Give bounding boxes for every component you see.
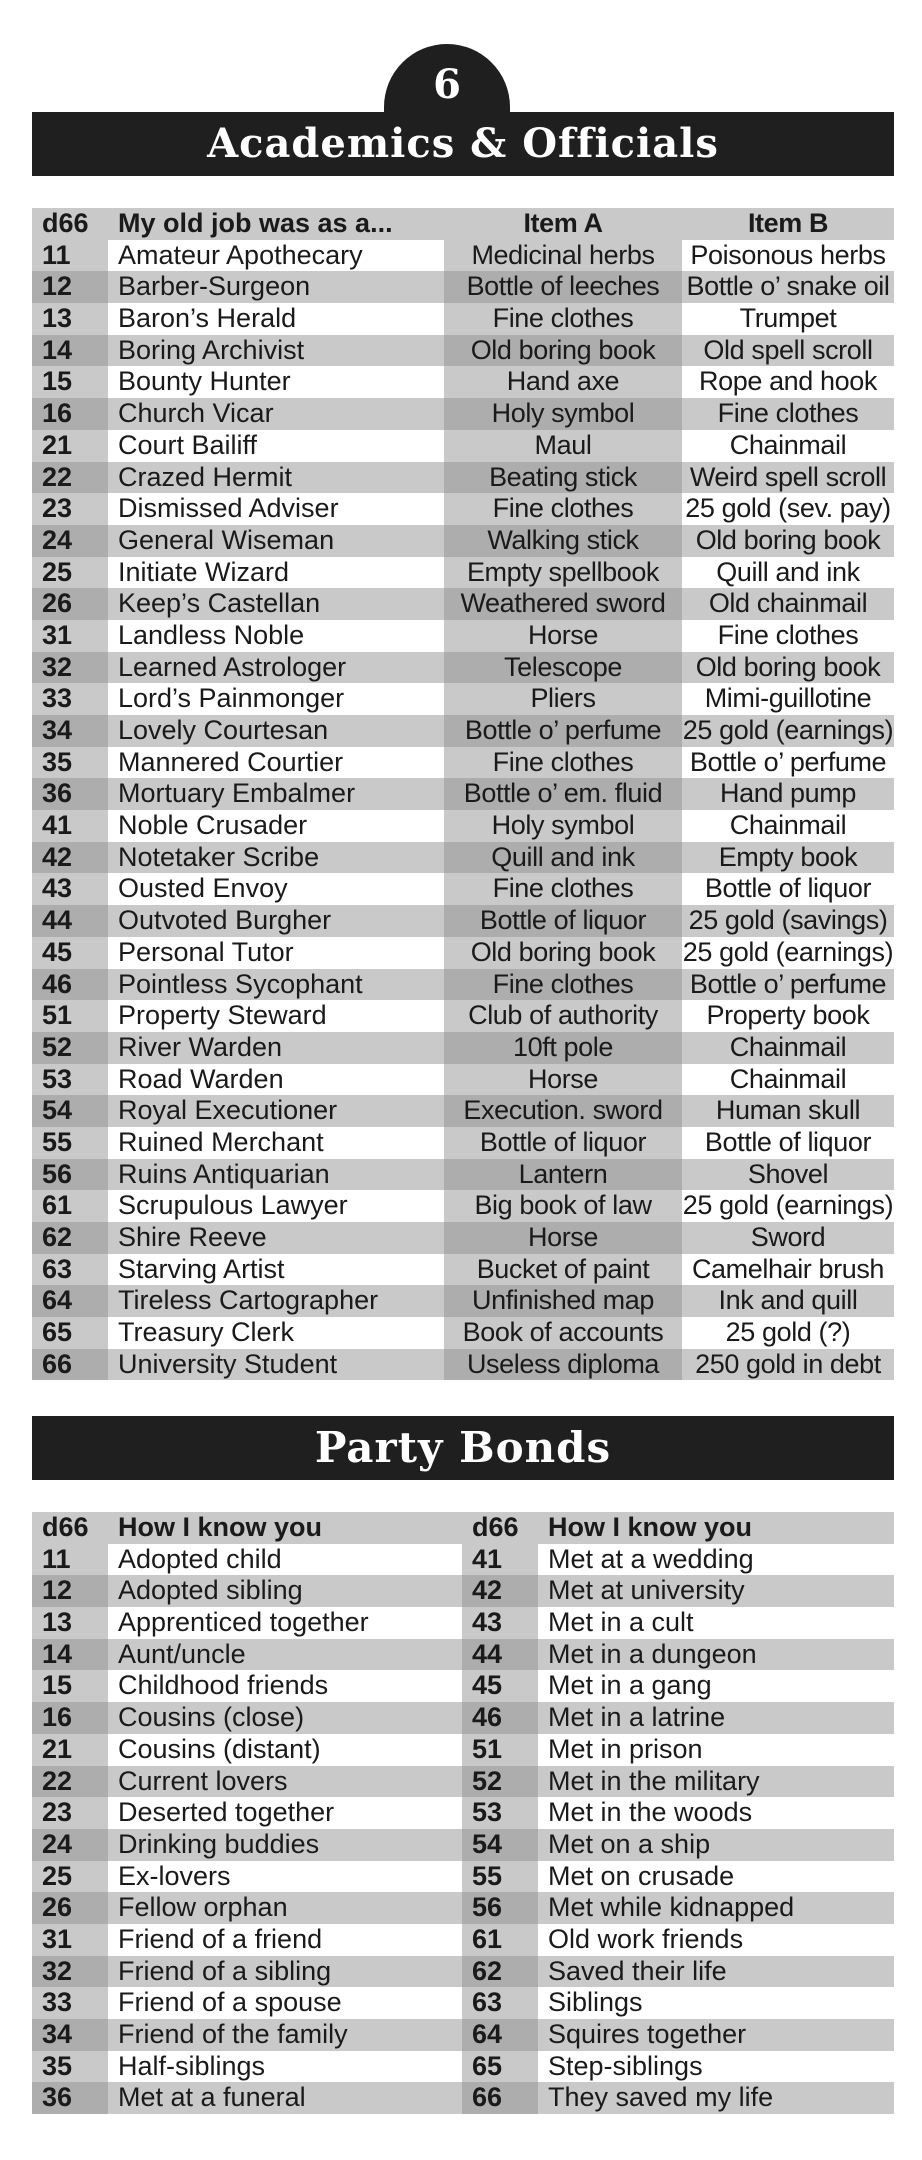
table-row xyxy=(32,303,894,335)
table-row xyxy=(32,271,894,303)
roll-cell: 51 xyxy=(462,1734,538,1766)
table-row xyxy=(32,652,894,684)
item-a-header: Item A xyxy=(444,208,682,240)
old-job-cell: Personal Tutor xyxy=(118,936,294,967)
academics-officials-table xyxy=(32,208,894,1380)
roll-cell: 16 xyxy=(32,1702,108,1734)
item-b-cell: Old boring book xyxy=(682,525,894,557)
item-a-cell: Quill and ink xyxy=(444,842,682,874)
old-job-cell: Noble Crusader xyxy=(118,810,308,841)
bond-cell: Friend of the family xyxy=(108,2019,462,2051)
table-row xyxy=(32,1032,894,1064)
old-job-cell: Property Steward xyxy=(118,1000,327,1031)
item-a-cell: Bottle of liquor xyxy=(444,1127,682,1159)
item-b-cell: Chainmail xyxy=(729,1063,847,1094)
bond-cell: Met at university xyxy=(538,1575,894,1607)
item-b-cell: Chainmail xyxy=(729,810,847,841)
bond-cell: Friend of a sibling xyxy=(108,1956,462,1988)
item-a-cell: Fine clothes xyxy=(444,303,682,335)
item-a-cell: Medicinal herbs xyxy=(444,240,682,272)
item-b-cell: Empty book xyxy=(682,842,894,874)
roll-cell: 53 xyxy=(462,1797,538,1829)
item-a-cell: Walking stick xyxy=(444,525,682,557)
item-b-cell: Old chainmail xyxy=(682,588,894,620)
item-b-cell: Poisonous herbs xyxy=(690,239,886,270)
item-b-cell: Property book xyxy=(706,1000,870,1031)
bond-cell: Siblings xyxy=(548,1987,643,2018)
item-a-cell: Old boring book xyxy=(444,937,682,969)
old-job-cell: Bounty Hunter xyxy=(118,366,291,397)
bond-cell: Met in the military xyxy=(538,1766,894,1798)
roll-cell: 33 xyxy=(32,1987,108,2019)
old-job-cell: Mortuary Embalmer xyxy=(108,778,444,810)
old-job-cell: Ousted Envoy xyxy=(118,873,288,904)
roll-cell: 64 xyxy=(462,2019,538,2051)
table-row xyxy=(32,1000,894,1032)
old-job-cell: Tireless Cartographer xyxy=(108,1285,444,1317)
roll-cell: 13 xyxy=(32,1607,108,1639)
table-row xyxy=(32,1575,894,1607)
bond-cell: Aunt/uncle xyxy=(108,1639,462,1671)
item-b-cell: Shovel xyxy=(682,1159,894,1191)
bond-cell: Met in a cult xyxy=(548,1607,694,1638)
roll-cell: 25 xyxy=(32,557,108,589)
roll-cell: 66 xyxy=(32,1349,108,1381)
bond-cell: Met in a gang xyxy=(548,1670,712,1701)
table-row xyxy=(32,1702,894,1734)
old-job-cell: Amateur Apothecary xyxy=(118,239,363,270)
bond-cell: Met in a latrine xyxy=(538,1702,894,1734)
item-b-cell: Fine clothes xyxy=(717,619,859,650)
item-a-cell: Bottle o’ perfume xyxy=(444,715,682,747)
roll-cell: 35 xyxy=(32,747,108,779)
table-row xyxy=(32,1987,894,2019)
table-row xyxy=(32,462,894,494)
table-row xyxy=(32,430,894,462)
item-b-cell: Rope and hook xyxy=(699,366,877,397)
roll-cell: 65 xyxy=(462,2051,538,2083)
old-job-cell: Starving Artist xyxy=(118,1253,285,1284)
bond-cell: Friend of a friend xyxy=(118,1923,323,1954)
roll-cell: 36 xyxy=(32,2082,108,2114)
roll-cell: 14 xyxy=(32,335,108,367)
table-row xyxy=(32,1095,894,1127)
item-b-cell: Ink and quill xyxy=(682,1285,894,1317)
bond-cell: Cousins (distant) xyxy=(118,1733,321,1764)
item-a-cell: Unfinished map xyxy=(444,1285,682,1317)
table-row xyxy=(32,1607,894,1639)
old-job-header: My old job was as a... xyxy=(108,208,444,240)
old-job-cell: General Wiseman xyxy=(108,525,444,557)
item-a-cell: Bottle o’ em. fluid xyxy=(444,778,682,810)
table-row xyxy=(32,335,894,367)
old-job-cell: Ruined Merchant xyxy=(118,1126,324,1157)
item-b-cell: Bottle o’ perfume xyxy=(689,746,887,777)
bond-cell: They saved my life xyxy=(538,2082,894,2114)
bond-cell: Squires together xyxy=(538,2019,894,2051)
section-title-party-bonds: Party Bonds xyxy=(32,1416,894,1480)
table-row xyxy=(32,620,894,652)
bond-cell: Met in a dungeon xyxy=(538,1639,894,1671)
table-row xyxy=(32,1797,894,1829)
item-a-cell: Bottle of liquor xyxy=(444,905,682,937)
roll-cell: 62 xyxy=(462,1956,538,1988)
item-a-cell: Horse xyxy=(444,1222,682,1254)
old-job-cell: Ruins Antiquarian xyxy=(108,1159,444,1191)
table-row xyxy=(32,493,894,525)
item-b-cell: 25 gold (savings) xyxy=(682,905,894,937)
bond-cell: Half-siblings xyxy=(118,2050,266,2081)
table-row xyxy=(32,1190,894,1222)
roll-cell: 15 xyxy=(32,366,108,398)
table-row xyxy=(32,1254,894,1286)
bond-cell: Fellow orphan xyxy=(108,1892,462,1924)
item-a-cell: Holy symbol xyxy=(444,398,682,430)
roll-cell: 22 xyxy=(32,1766,108,1798)
roll-cell: 24 xyxy=(32,1829,108,1861)
roll-cell: 45 xyxy=(462,1670,538,1702)
item-b-cell: Sword xyxy=(682,1222,894,1254)
item-a-cell: Holy symbol xyxy=(444,810,682,842)
item-b-cell: Chainmail xyxy=(729,429,847,460)
table-row xyxy=(32,1829,894,1861)
bond-cell: Childhood friends xyxy=(118,1670,329,1701)
table-row xyxy=(32,1861,894,1893)
bond-cell: Saved their life xyxy=(538,1956,894,1988)
old-job-cell: Church Vicar xyxy=(108,398,444,430)
item-b-cell: 25 gold (sev. pay) xyxy=(685,493,891,524)
old-job-cell: Lord’s Painmonger xyxy=(118,683,345,714)
item-a-cell: Lantern xyxy=(444,1159,682,1191)
roll-cell: 14 xyxy=(32,1639,108,1671)
roll-cell: 35 xyxy=(32,2051,108,2083)
table-row xyxy=(32,1222,894,1254)
roll-cell: 11 xyxy=(32,240,108,272)
table-row xyxy=(32,778,894,810)
roll-cell: 25 xyxy=(32,1861,108,1893)
roll-cell: 26 xyxy=(32,588,108,620)
item-b-cell: 250 gold in debt xyxy=(682,1349,894,1381)
item-a-cell: 10ft pole xyxy=(444,1032,682,1064)
bond-cell: Cousins (close) xyxy=(108,1702,462,1734)
item-a-cell: Fine clothes xyxy=(444,747,682,779)
item-a-cell: Execution. sword xyxy=(444,1095,682,1127)
table-row xyxy=(32,1317,894,1349)
roll-cell: 31 xyxy=(32,1924,108,1956)
roll-cell: 64 xyxy=(32,1285,108,1317)
table-row xyxy=(32,1956,894,1988)
roll-cell: 34 xyxy=(32,715,108,747)
roll-cell: 53 xyxy=(32,1064,108,1096)
old-job-cell: Learned Astrologer xyxy=(108,652,444,684)
bond-header: How I know you xyxy=(108,1512,462,1544)
bond-cell: Met in the woods xyxy=(548,1797,753,1828)
table-row xyxy=(32,1159,894,1191)
old-job-cell: Barber-Surgeon xyxy=(108,271,444,303)
item-a-cell: Maul xyxy=(444,430,682,462)
roll-header: d66 xyxy=(32,1512,108,1544)
roll-cell: 56 xyxy=(462,1892,538,1924)
bond-cell: Adopted sibling xyxy=(108,1575,462,1607)
section-title-academics: Academics & Officials xyxy=(32,112,894,176)
bond-cell: Old work friends xyxy=(548,1923,744,1954)
old-job-cell: Keep’s Castellan xyxy=(108,588,444,620)
item-a-cell: Club of authority xyxy=(444,1000,682,1032)
bond-cell: Met on crusade xyxy=(548,1860,735,1891)
item-b-cell: Bottle o’ perfume xyxy=(682,969,894,1001)
table-row xyxy=(32,1544,894,1576)
roll-cell: 65 xyxy=(32,1317,108,1349)
bond-cell: Friend of a spouse xyxy=(118,1987,342,2018)
roll-cell: 43 xyxy=(32,873,108,905)
table-row xyxy=(32,683,894,715)
table-row xyxy=(32,557,894,589)
item-b-cell: Mimi-guillotine xyxy=(704,683,872,714)
bond-cell: Apprenticed together xyxy=(118,1607,369,1638)
item-b-cell: Trumpet xyxy=(739,303,837,334)
roll-cell: 44 xyxy=(462,1639,538,1671)
old-job-cell: Shire Reeve xyxy=(108,1222,444,1254)
item-a-cell: Pliers xyxy=(444,683,682,715)
roll-cell: 52 xyxy=(462,1766,538,1798)
old-job-cell: Lovely Courtesan xyxy=(108,715,444,747)
item-b-cell: Human skull xyxy=(682,1095,894,1127)
roll-cell: 42 xyxy=(462,1575,538,1607)
roll-cell: 33 xyxy=(32,683,108,715)
table-row xyxy=(32,747,894,779)
table-row xyxy=(32,1924,894,1956)
table-row xyxy=(32,588,894,620)
table-row xyxy=(32,873,894,905)
roll-cell: 16 xyxy=(32,398,108,430)
item-a-cell: Book of accounts xyxy=(444,1317,682,1349)
item-b-cell: 25 gold (?) xyxy=(725,1317,851,1348)
item-a-cell: Empty spellbook xyxy=(444,557,682,589)
item-b-cell: Quill and ink xyxy=(716,556,860,587)
item-a-cell: Beating stick xyxy=(444,462,682,494)
item-b-cell: Old spell scroll xyxy=(682,335,894,367)
roll-cell: 26 xyxy=(32,1892,108,1924)
table-row xyxy=(32,1892,894,1924)
table-row xyxy=(32,525,894,557)
item-b-cell: Camelhair brush xyxy=(691,1253,885,1284)
roll-cell: 36 xyxy=(32,778,108,810)
old-job-cell: Scrupulous Lawyer xyxy=(118,1190,348,1221)
item-b-cell: 25 gold (earnings) xyxy=(682,715,894,745)
table-header-row xyxy=(32,1512,894,1544)
item-a-cell: Useless diploma xyxy=(444,1349,682,1381)
table-row xyxy=(32,810,894,842)
item-a-cell: Big book of law xyxy=(444,1190,682,1222)
roll-cell: 41 xyxy=(462,1544,538,1576)
roll-cell: 32 xyxy=(32,652,108,684)
item-b-cell: 25 gold (earnings) xyxy=(682,1190,894,1221)
roll-cell: 46 xyxy=(462,1702,538,1734)
item-a-cell: Bucket of paint xyxy=(444,1254,682,1286)
table-row xyxy=(32,969,894,1001)
item-a-cell: Horse xyxy=(444,620,682,652)
bond-cell: Drinking buddies xyxy=(108,1829,462,1861)
roll-cell: 32 xyxy=(32,1956,108,1988)
roll-cell: 55 xyxy=(32,1127,108,1159)
table-row xyxy=(32,1734,894,1766)
roll-cell: 12 xyxy=(32,271,108,303)
bond-cell: Current lovers xyxy=(108,1766,462,1798)
roll-cell: 51 xyxy=(32,1000,108,1032)
item-a-cell: Bottle of leeches xyxy=(444,271,682,303)
roll-cell: 13 xyxy=(32,303,108,335)
item-a-cell: Fine clothes xyxy=(444,873,682,905)
table-row xyxy=(32,1349,894,1381)
table-row xyxy=(32,2082,894,2114)
roll-cell: 31 xyxy=(32,620,108,652)
old-job-cell: University Student xyxy=(108,1349,444,1381)
bond-cell: Met at a funeral xyxy=(108,2082,462,2114)
table-row xyxy=(32,1064,894,1096)
bond-cell: Met on a ship xyxy=(538,1829,894,1861)
item-b-cell: Bottle of liquor xyxy=(704,1126,872,1157)
roll-cell: 42 xyxy=(32,842,108,874)
roll-cell: 55 xyxy=(462,1861,538,1893)
item-a-cell: Fine clothes xyxy=(444,969,682,1001)
roll-cell: 63 xyxy=(32,1254,108,1286)
table-header-row xyxy=(32,208,894,240)
bond-cell: Deserted together xyxy=(118,1797,335,1828)
item-a-cell: Old boring book xyxy=(444,335,682,367)
old-job-cell: Boring Archivist xyxy=(108,335,444,367)
old-job-cell: Outvoted Burgher xyxy=(108,905,444,937)
roll-cell: 23 xyxy=(32,1797,108,1829)
roll-cell: 52 xyxy=(32,1032,108,1064)
old-job-cell: Road Warden xyxy=(118,1063,284,1094)
roll-cell: 61 xyxy=(32,1190,108,1222)
roll-cell: 34 xyxy=(32,2019,108,2051)
roll-cell: 62 xyxy=(32,1222,108,1254)
old-job-cell: Royal Executioner xyxy=(108,1095,444,1127)
old-job-cell: Dismissed Adviser xyxy=(118,493,339,524)
table-row xyxy=(32,905,894,937)
table-row xyxy=(32,240,894,272)
roll-cell: 24 xyxy=(32,525,108,557)
roll-cell: 61 xyxy=(462,1924,538,1956)
item-a-cell: Fine clothes xyxy=(444,493,682,525)
item-a-cell: Hand axe xyxy=(444,366,682,398)
table-row xyxy=(32,2019,894,2051)
table-row xyxy=(32,1285,894,1317)
bond-cell: Ex-lovers xyxy=(118,1860,231,1891)
roll-cell: 21 xyxy=(32,1734,108,1766)
table-row xyxy=(32,1766,894,1798)
table-row xyxy=(32,842,894,874)
roll-cell: 23 xyxy=(32,493,108,525)
bond-cell: Step-siblings xyxy=(548,2050,703,2081)
roll-cell: 22 xyxy=(32,462,108,494)
item-b-cell: Chainmail xyxy=(682,1032,894,1064)
table-row xyxy=(32,1670,894,1702)
item-a-cell: Weathered sword xyxy=(444,588,682,620)
table-row xyxy=(32,715,894,747)
table-row xyxy=(32,1127,894,1159)
item-a-cell: Horse xyxy=(444,1064,682,1096)
item-b-header: Item B xyxy=(682,208,894,240)
old-job-cell: Treasury Clerk xyxy=(118,1317,295,1348)
roll-header: d66 xyxy=(32,208,108,240)
table-row xyxy=(32,398,894,430)
old-job-cell: Mannered Courtier xyxy=(118,746,344,777)
table-row xyxy=(32,1639,894,1671)
roll-cell: 44 xyxy=(32,905,108,937)
old-job-cell: Notetaker Scribe xyxy=(108,842,444,874)
old-job-cell: Pointless Sycophant xyxy=(108,969,444,1001)
roll-cell: 12 xyxy=(32,1575,108,1607)
roll-cell: 41 xyxy=(32,810,108,842)
roll-cell: 56 xyxy=(32,1159,108,1191)
roll-cell: 11 xyxy=(32,1544,108,1576)
item-b-cell: Hand pump xyxy=(682,778,894,810)
old-job-cell: Court Bailiff xyxy=(118,429,258,460)
table-row xyxy=(32,937,894,969)
old-job-cell: Landless Noble xyxy=(118,619,305,650)
party-bonds-table xyxy=(32,1512,894,2114)
roll-cell: 63 xyxy=(462,1987,538,2019)
roll-cell: 43 xyxy=(462,1607,538,1639)
bond-cell: Met while kidnapped xyxy=(538,1892,894,1924)
bond-cell: Met in prison xyxy=(548,1733,703,1764)
item-b-cell: Weird spell scroll xyxy=(682,462,894,494)
roll-cell: 45 xyxy=(32,937,108,969)
roll-cell: 21 xyxy=(32,430,108,462)
roll-cell: 54 xyxy=(462,1829,538,1861)
roll-cell: 54 xyxy=(32,1095,108,1127)
item-b-cell: Old boring book xyxy=(682,652,894,684)
old-job-cell: Initiate Wizard xyxy=(118,556,290,587)
item-b-cell: Fine clothes xyxy=(682,398,894,430)
roll-header: d66 xyxy=(462,1512,538,1544)
item-a-cell: Telescope xyxy=(444,652,682,684)
bond-cell: Met at a wedding xyxy=(548,1543,754,1574)
item-b-cell: Bottle of liquor xyxy=(704,873,872,904)
roll-cell: 46 xyxy=(32,969,108,1001)
table-row xyxy=(32,2051,894,2083)
roll-cell: 66 xyxy=(462,2082,538,2114)
old-job-cell: River Warden xyxy=(108,1032,444,1064)
roll-cell: 15 xyxy=(32,1670,108,1702)
old-job-cell: Baron’s Herald xyxy=(118,303,297,334)
old-job-cell: Crazed Hermit xyxy=(108,462,444,494)
bond-cell: Adopted child xyxy=(118,1543,282,1574)
item-b-cell: 25 gold (earnings) xyxy=(682,936,894,967)
chapter-number: 6 xyxy=(433,61,461,108)
table-row xyxy=(32,366,894,398)
item-b-cell: Bottle o’ snake oil xyxy=(682,271,894,303)
bond-header: How I know you xyxy=(538,1512,894,1544)
